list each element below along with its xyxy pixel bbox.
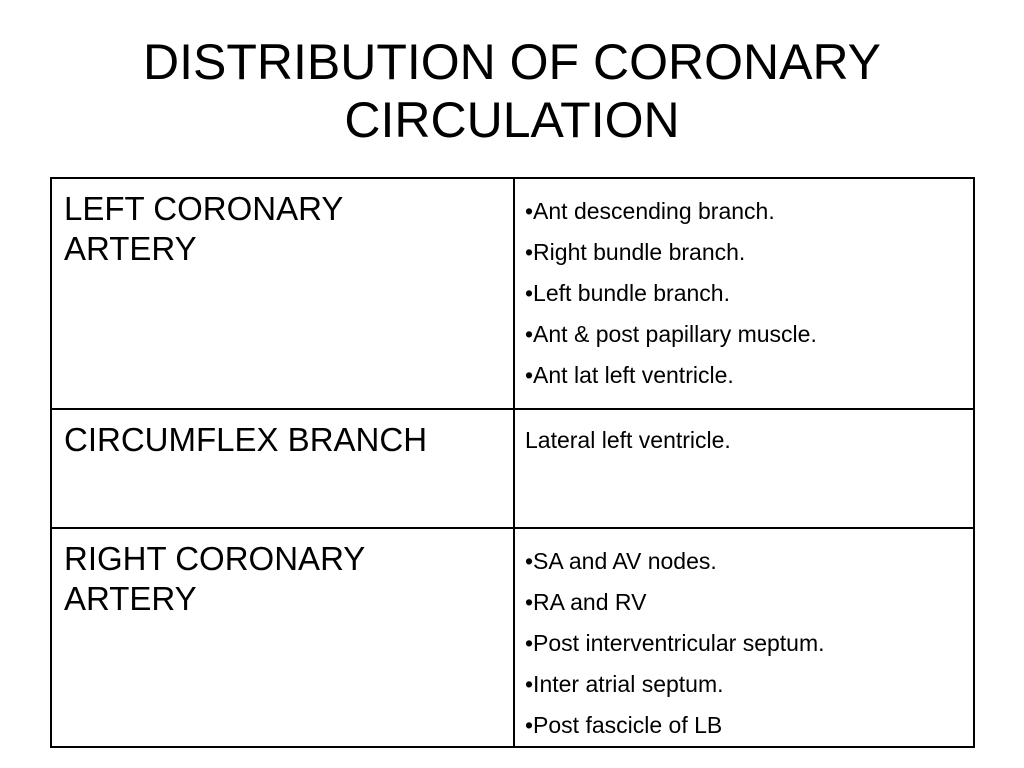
artery-label: CIRCUMFLEX BRANCH: [64, 421, 428, 458]
list-item: •Ant lat left ventricle.: [525, 362, 734, 388]
list-item: Lateral left ventricle.: [525, 427, 731, 453]
list-item: •Inter atrial septum.: [525, 671, 724, 697]
distribution-list: [515, 529, 973, 746]
artery-cell: [51, 178, 514, 409]
list-item: •Post fascicle of LB: [525, 712, 723, 738]
distribution-cell: [514, 178, 974, 409]
list-item: •Ant descending branch.: [525, 198, 775, 224]
slide-title: [0, 33, 1024, 149]
distribution-cell: [514, 409, 974, 528]
artery-cell: [51, 409, 514, 528]
table-row-circumflex-branch: [51, 409, 974, 528]
table-row-right-coronary-artery: [51, 528, 974, 747]
list-item: •Right bundle branch.: [525, 239, 746, 265]
distribution-table: [50, 177, 975, 748]
distribution-list: [515, 410, 973, 461]
table-row-left-coronary-artery: [51, 178, 974, 409]
list-item: •Ant & post papillary muscle.: [525, 321, 817, 347]
list-item: •Left bundle branch.: [525, 280, 730, 306]
list-item: •SA and AV nodes.: [525, 548, 717, 574]
artery-label: LEFT CORONARY ARTERY: [64, 190, 344, 267]
artery-label: RIGHT CORONARY ARTERY: [64, 540, 366, 617]
artery-cell: [51, 528, 514, 747]
title-line-2: CIRCULATION: [344, 92, 680, 148]
list-item: •RA and RV: [525, 589, 647, 615]
list-item: •Post interventricular septum.: [525, 630, 825, 656]
title-line-1: DISTRIBUTION OF CORONARY: [142, 34, 881, 90]
distribution-cell: [514, 528, 974, 747]
distribution-list: [515, 179, 973, 396]
